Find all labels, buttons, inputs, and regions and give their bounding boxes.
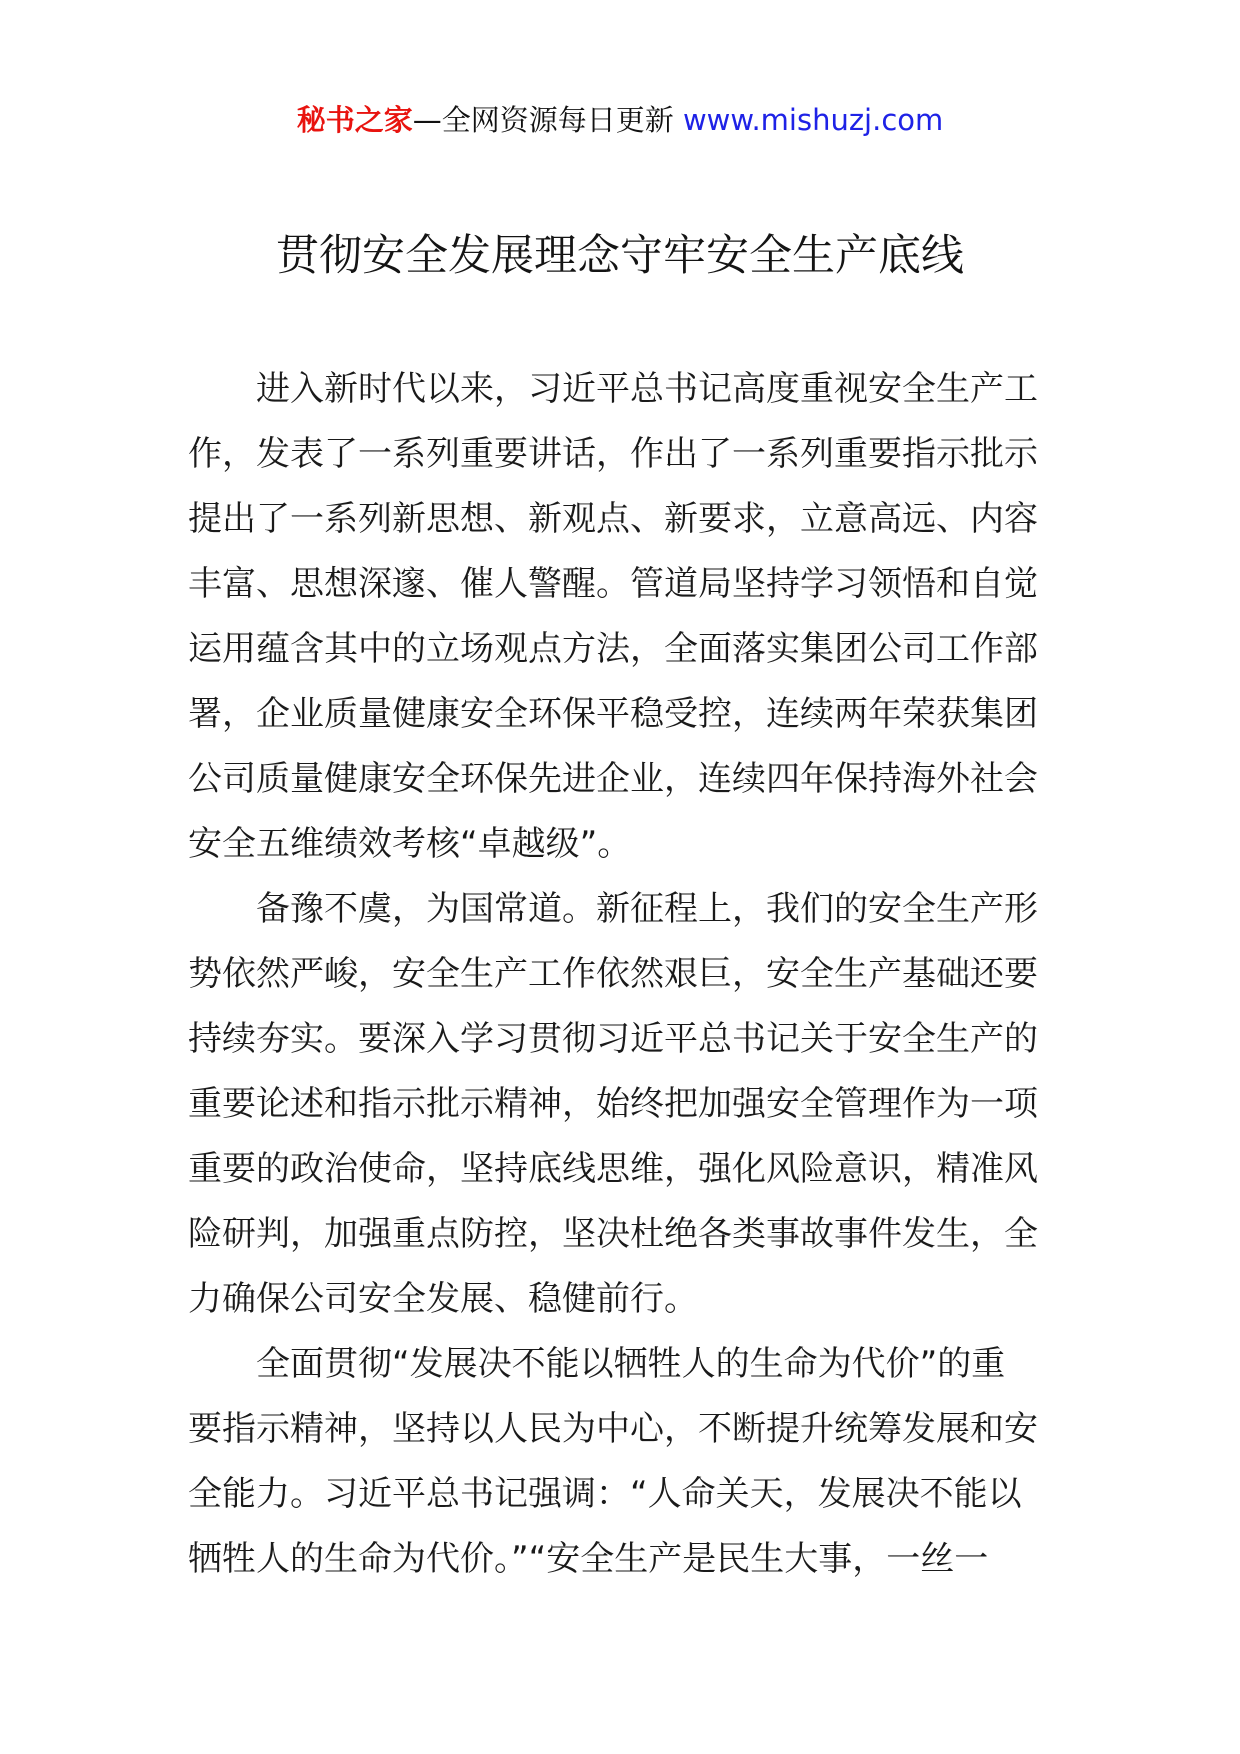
body-line: 全能力。习近平总书记强调：“人命关天，发展决不能以: [188, 1474, 1022, 1514]
body-line: 重要的政治使命，坚持底线思维，强化风险意识，精准风: [188, 1149, 1038, 1189]
body-line: 提出了一系列新思想、新观点、新要求，立意高远、内容: [188, 499, 1038, 539]
body-line: 势依然严峻，安全生产工作依然艰巨，安全生产基础还要: [188, 954, 1038, 994]
site-header: [0, 100, 1240, 140]
body-line: 全面贯彻“发展决不能以牺牲人的生命为代价”的重: [188, 1344, 1006, 1384]
body-line: 要指示精神，坚持以人民为中心，不断提升统筹发展和安: [188, 1409, 1038, 1449]
body-line: 公司质量健康安全环保先进企业，连续四年保持海外社会: [188, 759, 1038, 799]
body-line: 作，发表了一系列重要讲话，作出了一系列重要指示批示: [188, 434, 1038, 474]
body-line: 安全五维绩效考核“卓越级”。: [188, 824, 632, 864]
body-line: 运用蕴含其中的立场观点方法，全面落实集团公司工作部: [188, 629, 1038, 669]
site-url-link[interactable]: www.mishuzj.com: [682, 103, 944, 137]
body-line: 力确保公司安全发展、稳健前行。: [188, 1279, 698, 1319]
body-line: 持续夯实。要深入学习贯彻习近平总书记关于安全生产的: [188, 1019, 1038, 1059]
brand-name: 秘书之家: [296, 103, 413, 137]
document-title: 贯彻安全发展理念守牢安全生产底线: [276, 231, 964, 281]
body-line: 进入新时代以来，习近平总书记高度重视安全生产工: [188, 369, 1038, 409]
header-slogan: —全网资源每日更新: [412, 103, 674, 137]
body-line: 牺牲人的生命为代价。”“安全生产是民生大事，一丝一: [188, 1539, 989, 1579]
body-line: 丰富、思想深邃、催人警醒。管道局坚持学习领悟和自觉: [188, 564, 1038, 604]
body-line: 险研判，加强重点防控，坚决杜绝各类事故事件发生，全: [188, 1214, 1038, 1254]
body-line: 署，企业质量健康安全环保平稳受控，连续两年荣获集团: [188, 694, 1038, 734]
document-body: [188, 357, 1068, 1592]
body-line: 重要论述和指示批示精神，始终把加强安全管理作为一项: [188, 1084, 1038, 1124]
body-line: 备豫不虞，为国常道。新征程上，我们的安全生产形: [188, 889, 1038, 929]
